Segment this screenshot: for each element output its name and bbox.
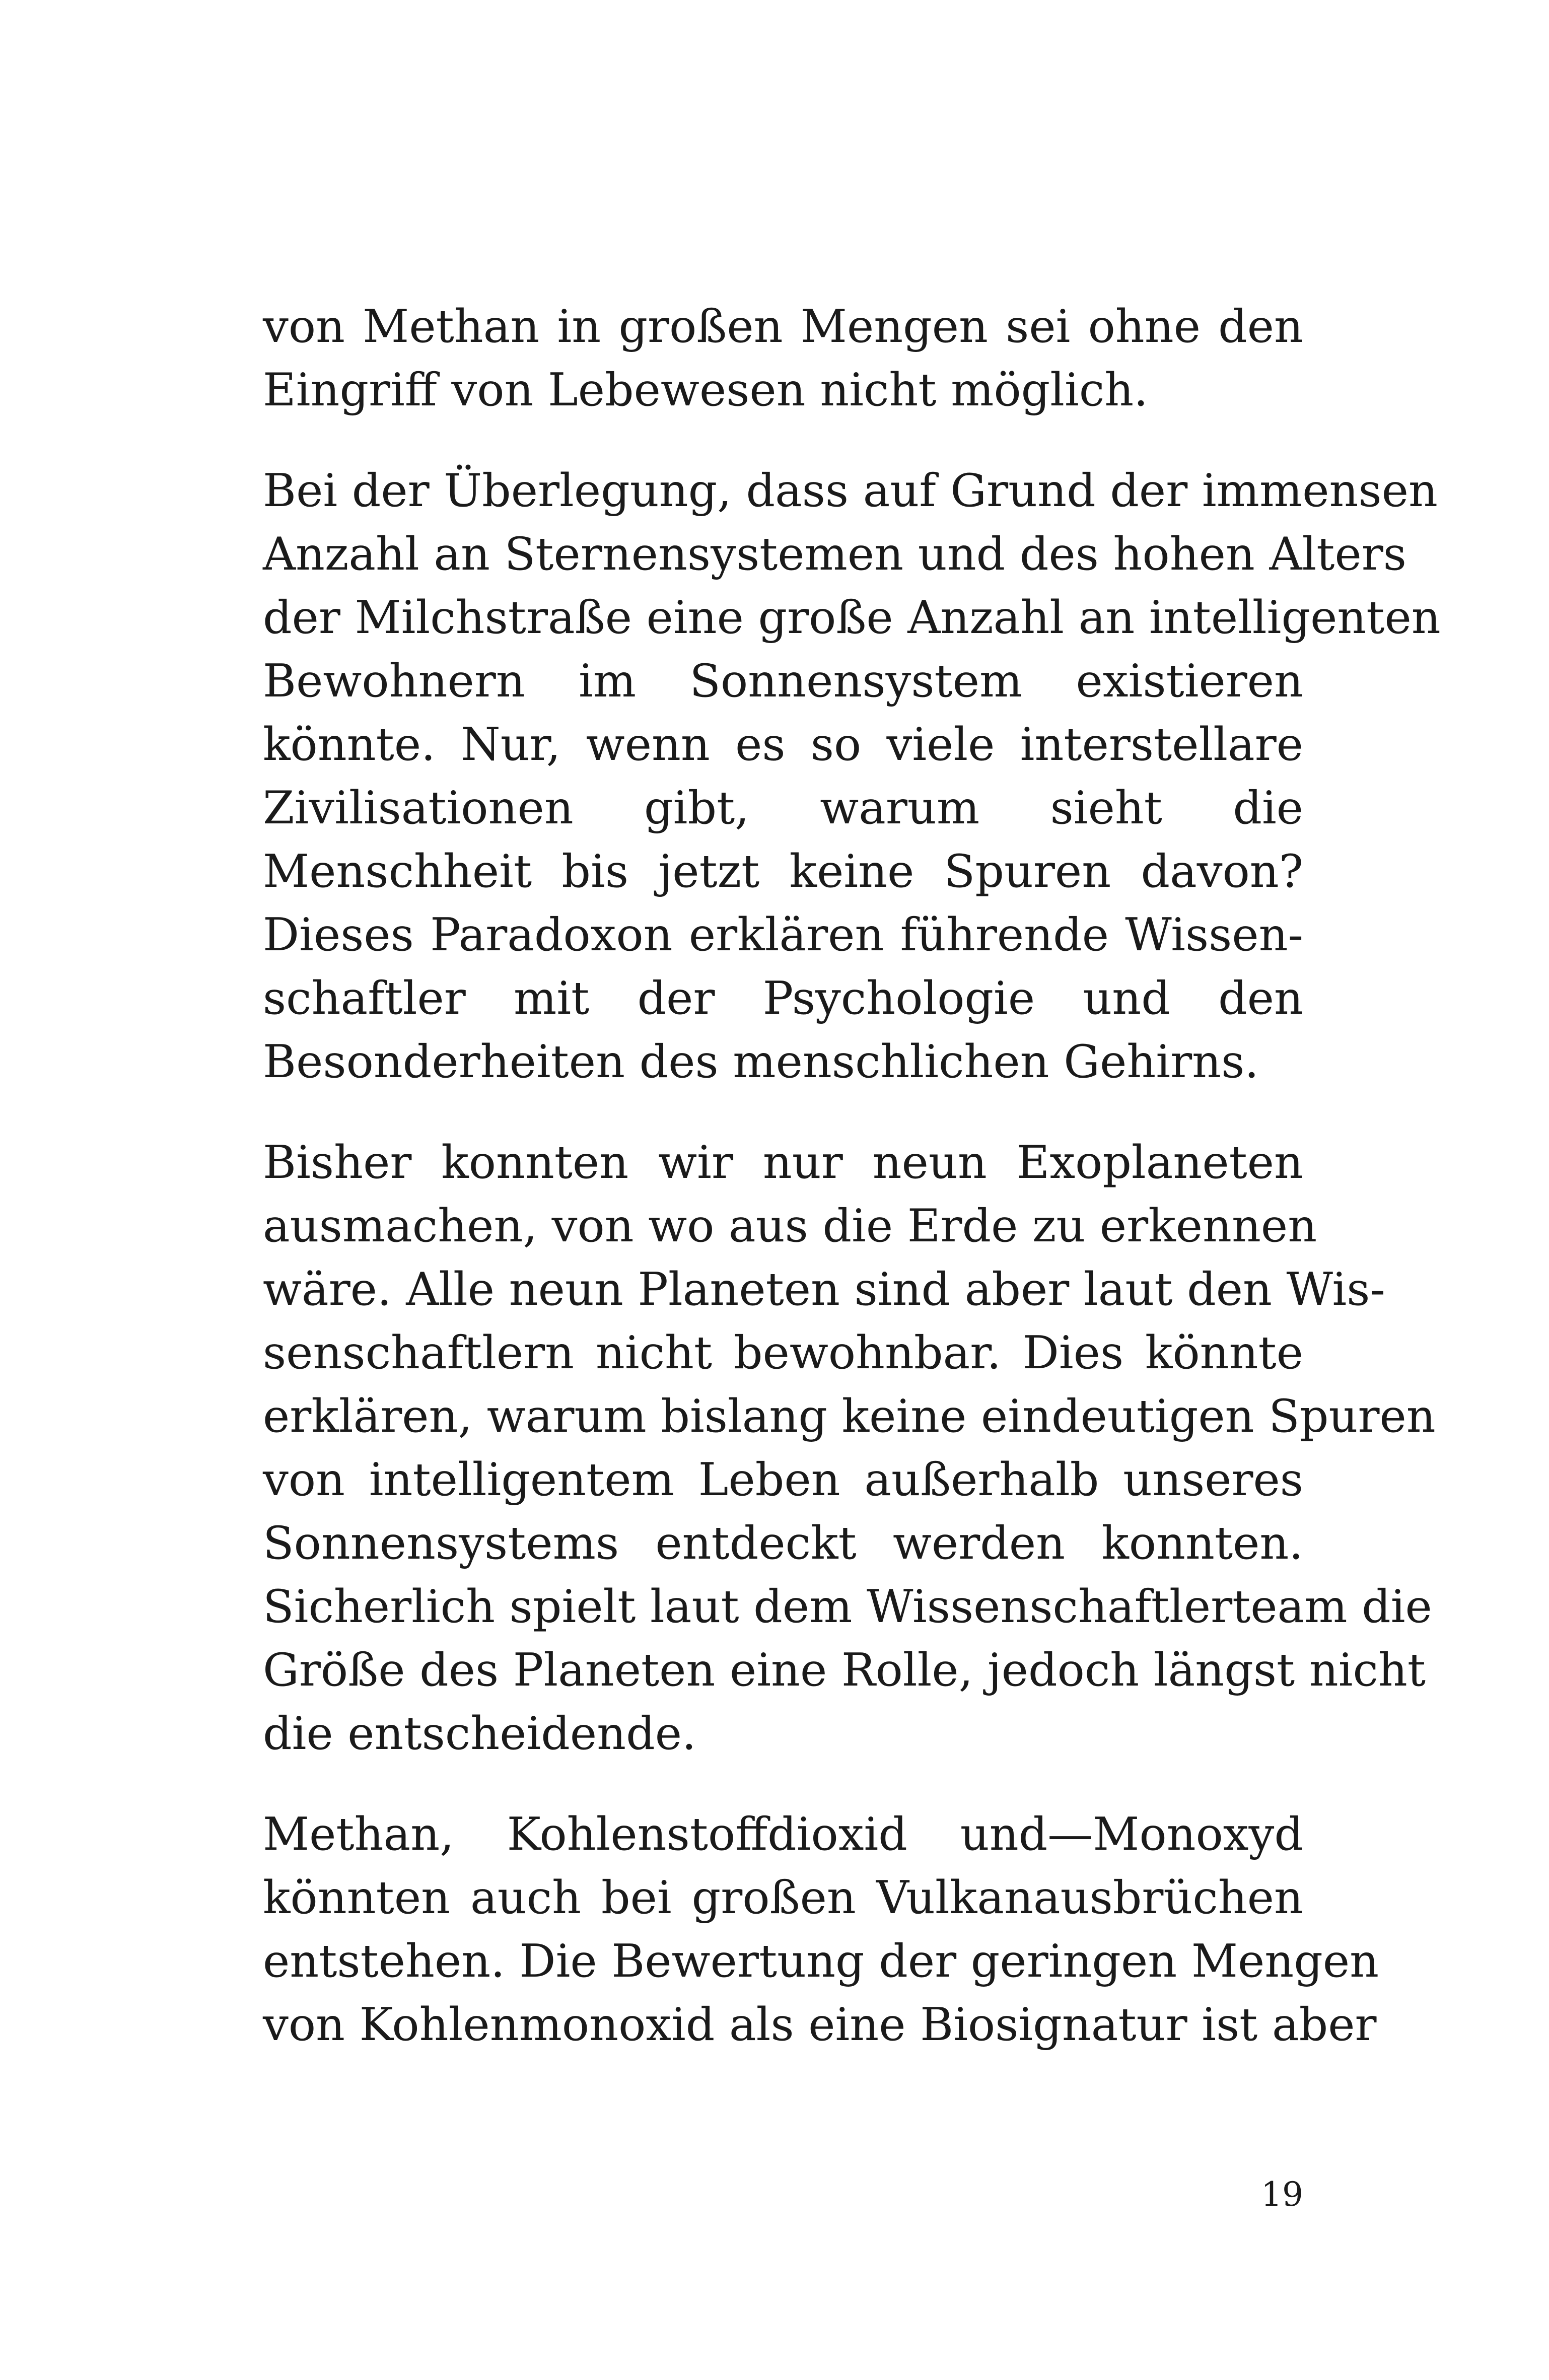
text-line: entstehen. Die Bewertung der geringen Mengen: [263, 1935, 1379, 1988]
paragraph-2: [263, 459, 1441, 1094]
text-line: Eingriff von Lebewesen nicht möglich.: [263, 364, 1148, 416]
paragraph-4: [263, 1803, 1379, 2057]
body-text: [263, 295, 1441, 2057]
text-line: Menschheit bis jetzt keine Spuren davon?: [263, 845, 1303, 898]
text-line: Bewohnern im Sonnensystem existieren: [263, 655, 1303, 708]
text-line: ausmachen, von wo aus die Erde zu erkennen: [263, 1200, 1317, 1252]
text-line: könnte. Nur, wenn es so viele interstellare: [263, 718, 1303, 771]
text-line: Methan, Kohlenstoffdioxid und—Monoxyd: [263, 1808, 1303, 1861]
text-line: erklären, warum bislang keine eindeutigen Spuren: [263, 1390, 1436, 1443]
text-line: Besonderheiten des menschlichen Gehirns.: [263, 1035, 1259, 1088]
text-line: von Methan in großen Mengen sei ohne den: [263, 300, 1303, 353]
text-line: senschaftlern nicht bewohnbar. Dies könnte: [263, 1326, 1303, 1379]
text-line: die entscheidende.: [263, 1707, 696, 1760]
text-line: Zivilisationen gibt, warum sieht die: [263, 782, 1303, 834]
text-line: Dieses Paradoxon erklären führende Wissen-: [263, 908, 1303, 961]
text-line: Bisher konnten wir nur neun Exoplaneten: [263, 1136, 1303, 1189]
text-line: Bei der Überlegung, dass auf Grund der immensen: [263, 464, 1438, 517]
text-line: Anzahl an Sternensystemen und des hohen Alters: [263, 528, 1406, 581]
text-line: der Milchstraße eine große Anzahl an intelligenten: [263, 591, 1441, 644]
text-line: wäre. Alle neun Planeten sind aber laut den Wis-: [263, 1263, 1385, 1316]
text-line: könnten auch bei großen Vulkanausbrüchen: [263, 1871, 1303, 1924]
text-line: schaftler mit der Psychologie und den: [263, 972, 1303, 1025]
text-line: von Kohlenmonoxid als eine Biosignatur ist aber: [263, 1998, 1377, 2051]
text-line: Sicherlich spielt laut dem Wissenschaftlerteam die: [263, 1580, 1432, 1633]
text-line: Größe des Planeten eine Rolle, jedoch längst nicht: [263, 1644, 1426, 1697]
page-number: 19: [1261, 2175, 1303, 2214]
paragraph-1: [263, 295, 1303, 422]
paragraph-3: [263, 1131, 1436, 1766]
text-line: von intelligentem Leben außerhalb unseres: [263, 1453, 1303, 1506]
text-line: Sonnensystems entdeckt werden konnten.: [263, 1517, 1303, 1570]
